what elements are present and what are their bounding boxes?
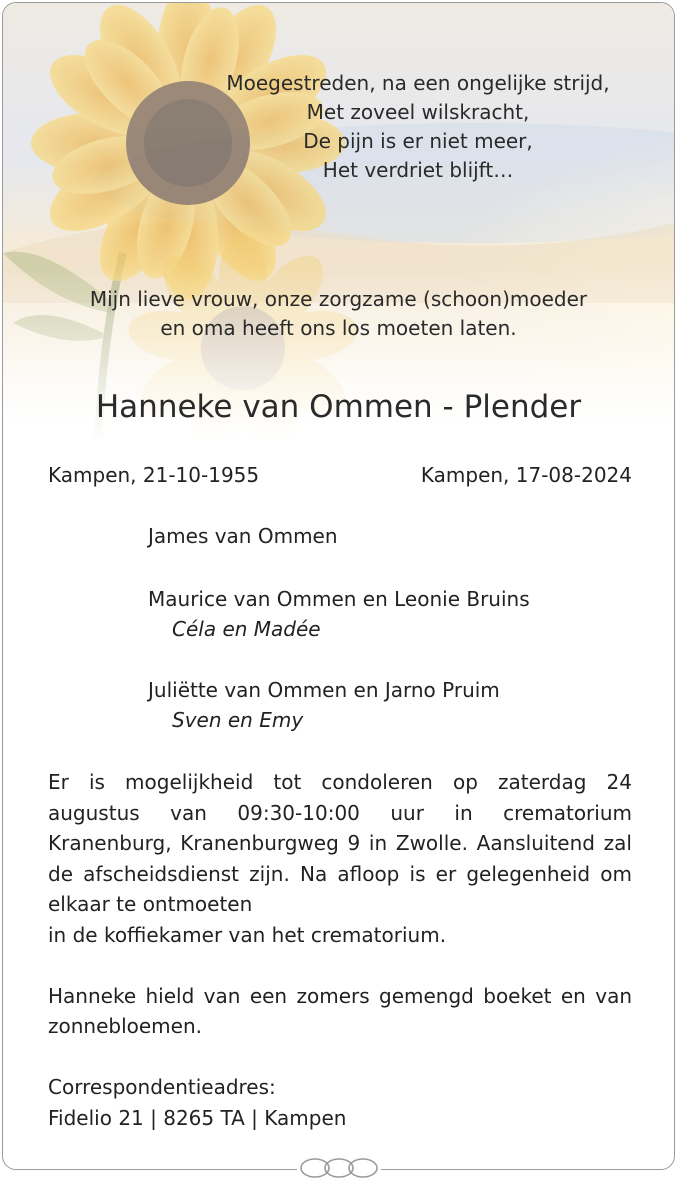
grandchildren-names: Céla en Madée [172,617,321,641]
intro-line: en oma heeft ons los moeten laten. [160,316,517,340]
correspondence-address [48,1072,346,1134]
correspondence-label: Correspondentieadres: [48,1075,276,1099]
announcement-intro [3,285,674,343]
grandchildren-names: Sven en Emy [172,708,304,732]
poem-line: Het verdriet blijft… [322,158,514,182]
poem-line: Moegestreden, na een ongelijke strijd, [226,71,610,95]
triple-ring-ornament-icon [297,1155,381,1181]
condolence-info [48,767,632,1042]
poem-line: Met zoveel wilskracht, [306,100,530,124]
flowers-paragraph: Hanneke hield van een zomers gemengd boeket en van zonnebloemen. [48,983,632,1038]
deceased-name: Hanneke van Ommen - Plender [95,389,582,425]
condolence-paragraph-end: in de koffiekamer van het crematorium. [48,922,447,947]
death-place-date: Kampen, 17-08-2024 [420,463,632,487]
condolence-paragraph: Er is mogelijkheid tot condoleren op zaterdag 24 augustus van 09:30-10:00 uur in crematorium Kranenburg, Kranenburgweg 9 in Zwolle. Aansluitend zal de afscheidsdienst zijn. Na afloop is er gelegenheid om elkaar te ontmoeten [48,770,632,916]
obituary-card [2,2,675,1170]
child-couple: Maurice van Ommen en Leonie Bruins [148,587,530,611]
correspondence-address-line: Fidelio 21 | 8265 TA | Kampen [48,1106,347,1130]
intro-line: Mijn lieve vrouw, onze zorgzame (schoon)moeder [89,287,588,311]
poem [153,69,675,185]
poem-line: De pijn is er niet meer, [303,129,533,153]
child-couple: Juliëtte van Ommen en Jarno Pruim [148,678,500,702]
birth-place-date: Kampen, 21-10-1955 [48,463,260,487]
partner-name: James van Ommen [148,524,338,548]
